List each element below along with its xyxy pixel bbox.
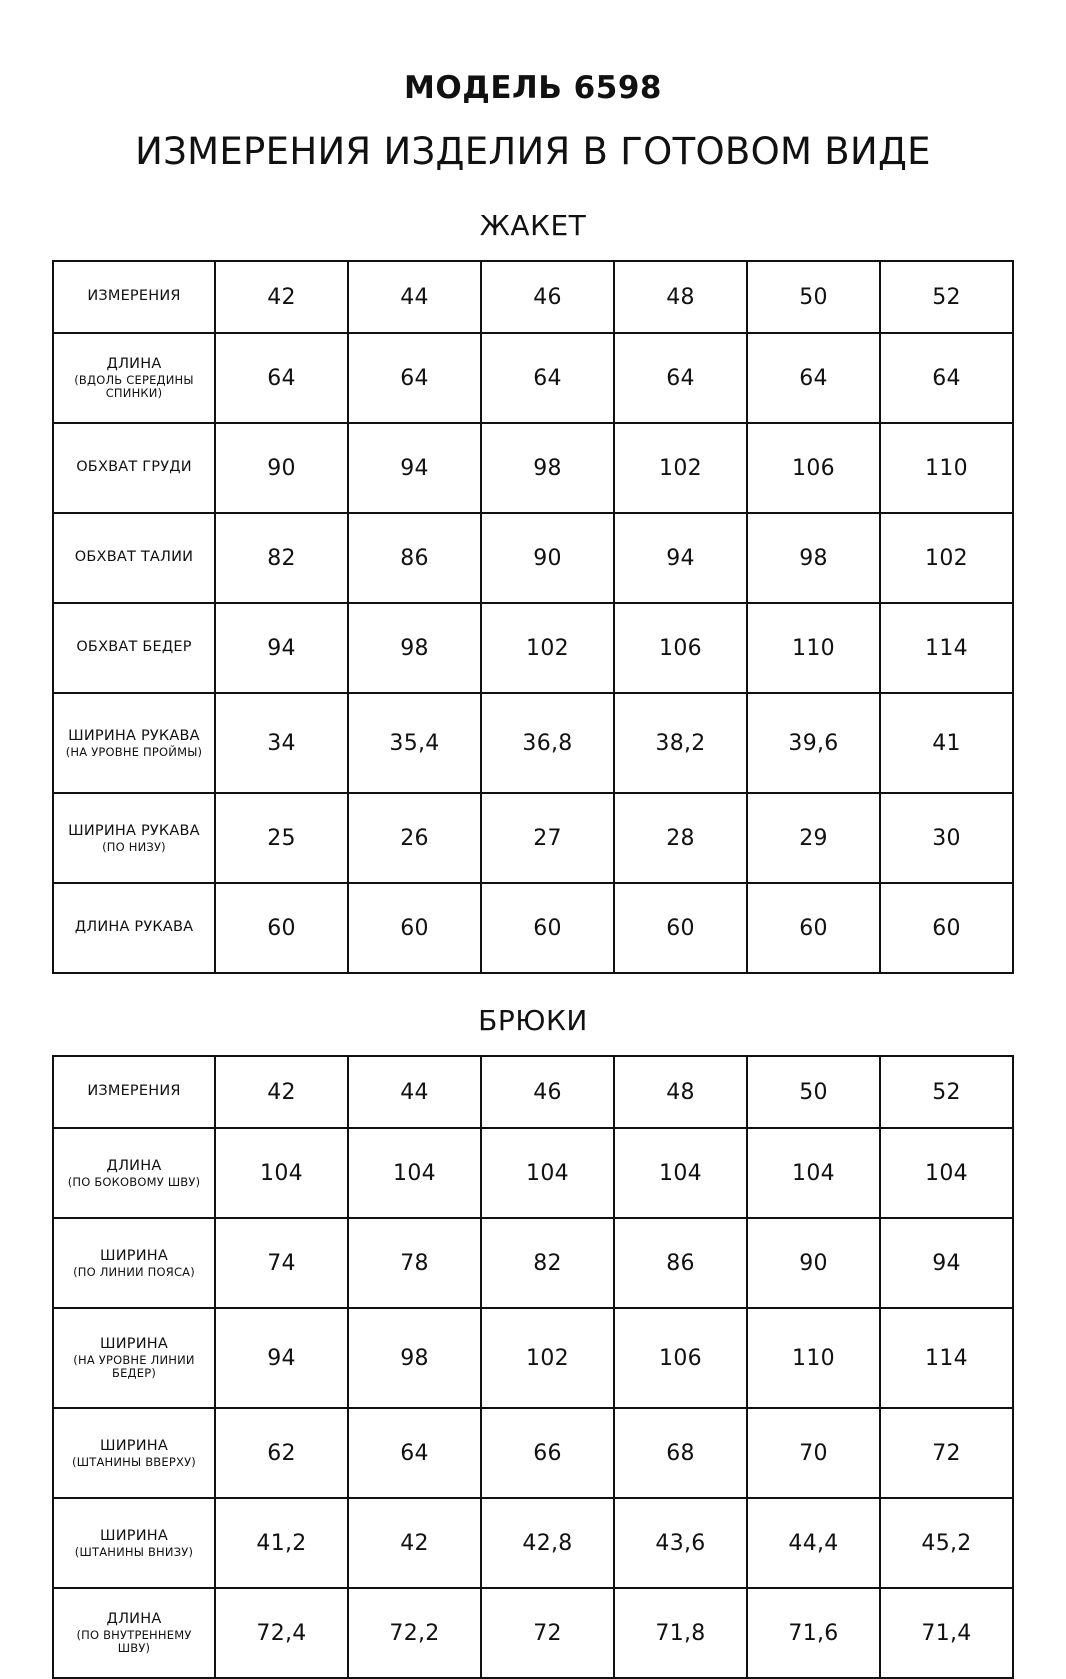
table-row xyxy=(53,423,1013,513)
cell-value: 64 xyxy=(481,333,614,423)
cell-value: 90 xyxy=(481,513,614,603)
row-label-main: ДЛИНА xyxy=(106,1611,162,1628)
table-row xyxy=(53,513,1013,603)
cell-value: 60 xyxy=(880,883,1013,973)
row-label-sub: (ПО ЛИНИИ ПОЯСА) xyxy=(73,1264,195,1279)
row-label-main: ДЛИНА РУКАВА xyxy=(74,918,194,935)
table-row xyxy=(53,1588,1013,1678)
cell-value: 71,8 xyxy=(614,1588,747,1678)
cell-value: 90 xyxy=(747,1218,880,1308)
cell-value: 94 xyxy=(215,603,348,693)
size-header-cell: 50 xyxy=(747,261,880,333)
cell-value: 110 xyxy=(880,423,1013,513)
cell-value: 60 xyxy=(215,883,348,973)
table-row xyxy=(53,1498,1013,1588)
cell-value: 36,8 xyxy=(481,693,614,793)
cell-value: 43,6 xyxy=(614,1498,747,1588)
cell-value: 102 xyxy=(880,513,1013,603)
cell-value: 106 xyxy=(614,1308,747,1408)
row-label xyxy=(53,423,215,513)
cell-value: 28 xyxy=(614,793,747,883)
cell-value: 98 xyxy=(348,1308,481,1408)
cell-value: 82 xyxy=(481,1218,614,1308)
cell-value: 72 xyxy=(880,1408,1013,1498)
row-label-sub: (ШТАНИНЫ ВВЕРХУ) xyxy=(72,1454,196,1469)
row-label xyxy=(53,1408,215,1498)
size-header-cell: 46 xyxy=(481,261,614,333)
cell-value: 62 xyxy=(215,1408,348,1498)
cell-value: 104 xyxy=(348,1128,481,1218)
row-label-main: ШИРИНА xyxy=(100,1336,168,1353)
size-header-cell: 44 xyxy=(348,1056,481,1128)
cell-value: 72,2 xyxy=(348,1588,481,1678)
size-header-cell: 52 xyxy=(880,1056,1013,1128)
row-label-main: ОБХВАТ ГРУДИ xyxy=(76,458,192,475)
cell-value: 26 xyxy=(348,793,481,883)
row-label-main: ОБХВАТ ТАЛИИ xyxy=(74,548,194,565)
table-row xyxy=(53,1218,1013,1308)
cell-value: 110 xyxy=(747,1308,880,1408)
cell-value: 106 xyxy=(747,423,880,513)
trousers-table-body xyxy=(53,1056,1013,1678)
cell-value: 74 xyxy=(215,1218,348,1308)
cell-value: 72 xyxy=(481,1588,614,1678)
size-header-cell: 48 xyxy=(614,1056,747,1128)
row-label xyxy=(53,883,215,973)
row-label xyxy=(53,1128,215,1218)
size-header-cell: 46 xyxy=(481,1056,614,1128)
cell-value: 41 xyxy=(880,693,1013,793)
cell-value: 86 xyxy=(614,1218,747,1308)
cell-value: 98 xyxy=(348,603,481,693)
cell-value: 98 xyxy=(481,423,614,513)
cell-value: 27 xyxy=(481,793,614,883)
cell-value: 114 xyxy=(880,1308,1013,1408)
size-header-cell: 42 xyxy=(215,1056,348,1128)
table-header-row xyxy=(53,1056,1013,1128)
cell-value: 102 xyxy=(481,603,614,693)
cell-value: 110 xyxy=(747,603,880,693)
cell-value: 68 xyxy=(614,1408,747,1498)
cell-value: 34 xyxy=(215,693,348,793)
cell-value: 64 xyxy=(348,333,481,423)
cell-value: 60 xyxy=(481,883,614,973)
cell-value: 42 xyxy=(348,1498,481,1588)
size-header-cell: 52 xyxy=(880,261,1013,333)
row-label xyxy=(53,793,215,883)
size-header-cell: 48 xyxy=(614,261,747,333)
model-title: МОДЕЛЬ 6598 xyxy=(404,70,662,106)
cell-value: 64 xyxy=(747,333,880,423)
trousers-measurements-table xyxy=(52,1055,1014,1679)
cell-value: 104 xyxy=(880,1128,1013,1218)
cell-value: 71,6 xyxy=(747,1588,880,1678)
table-row xyxy=(53,1128,1013,1218)
cell-value: 64 xyxy=(880,333,1013,423)
cell-value: 104 xyxy=(481,1128,614,1218)
cell-value: 104 xyxy=(614,1128,747,1218)
cell-value: 102 xyxy=(481,1308,614,1408)
cell-value: 45,2 xyxy=(880,1498,1013,1588)
page-title: ИЗМЕРЕНИЯ ИЗДЕЛИЯ В ГОТОВОМ ВИДЕ xyxy=(135,130,931,173)
row-label-sub: (НА УРОВНЕ ПРОЙМЫ) xyxy=(65,744,203,759)
cell-value: 41,2 xyxy=(215,1498,348,1588)
table-row xyxy=(53,1308,1013,1408)
table-header-label xyxy=(53,261,215,333)
row-label-sub: (ШТАНИНЫ ВНИЗУ) xyxy=(74,1544,194,1559)
cell-value: 102 xyxy=(614,423,747,513)
cell-value: 30 xyxy=(880,793,1013,883)
cell-value: 94 xyxy=(614,513,747,603)
table-row xyxy=(53,1408,1013,1498)
cell-value: 29 xyxy=(747,793,880,883)
row-label-sub: (ПО ВНУТРЕННЕМУ ШВУ) xyxy=(76,1628,192,1656)
row-label-main: ДЛИНА xyxy=(106,1157,162,1174)
cell-value: 78 xyxy=(348,1218,481,1308)
cell-value: 60 xyxy=(348,883,481,973)
table-row xyxy=(53,883,1013,973)
cell-value: 39,6 xyxy=(747,693,880,793)
cell-value: 64 xyxy=(614,333,747,423)
row-label xyxy=(53,693,215,793)
row-label xyxy=(53,333,215,423)
cell-value: 72,4 xyxy=(215,1588,348,1678)
cell-value: 35,4 xyxy=(348,693,481,793)
row-label-sub: (ПО НИЗУ) xyxy=(102,839,166,854)
row-label xyxy=(53,1498,215,1588)
row-label xyxy=(53,1308,215,1408)
cell-value: 66 xyxy=(481,1408,614,1498)
cell-value: 60 xyxy=(614,883,747,973)
cell-value: 64 xyxy=(215,333,348,423)
row-label-sub: (ВДОЛЬ СЕРЕДИНЫ СПИНКИ) xyxy=(74,373,194,401)
row-label-sub: (ПО БОКОВОМУ ШВУ) xyxy=(67,1174,201,1189)
cell-value: 42,8 xyxy=(481,1498,614,1588)
row-label-main: ШИРИНА xyxy=(100,1527,168,1544)
jacket-table-body xyxy=(53,261,1013,973)
row-label xyxy=(53,603,215,693)
cell-value: 25 xyxy=(215,793,348,883)
cell-value: 44,4 xyxy=(747,1498,880,1588)
row-label-main: ДЛИНА xyxy=(106,356,162,373)
jacket-measurements-table xyxy=(52,260,1014,974)
cell-value: 98 xyxy=(747,513,880,603)
row-label-main: ШИРИНА РУКАВА xyxy=(68,727,200,744)
cell-value: 94 xyxy=(215,1308,348,1408)
cell-value: 94 xyxy=(880,1218,1013,1308)
cell-value: 86 xyxy=(348,513,481,603)
row-label xyxy=(53,513,215,603)
size-header-cell: 42 xyxy=(215,261,348,333)
row-label-main: ОБХВАТ БЕДЕР xyxy=(76,638,192,655)
table-row xyxy=(53,793,1013,883)
cell-value: 71,4 xyxy=(880,1588,1013,1678)
row-label xyxy=(53,1218,215,1308)
table-row xyxy=(53,693,1013,793)
cell-value: 104 xyxy=(747,1128,880,1218)
cell-value: 114 xyxy=(880,603,1013,693)
row-label xyxy=(53,1588,215,1678)
trousers-section-title: БРЮКИ xyxy=(478,1004,588,1037)
section-spacer xyxy=(52,974,1014,1004)
cell-value: 38,2 xyxy=(614,693,747,793)
cell-value: 82 xyxy=(215,513,348,603)
table-row xyxy=(53,603,1013,693)
cell-value: 64 xyxy=(348,1408,481,1498)
cell-value: 90 xyxy=(215,423,348,513)
row-label-main: ШИРИНА РУКАВА xyxy=(68,822,200,839)
header-label-text: ИЗМЕРЕНИЯ xyxy=(87,288,181,305)
cell-value: 104 xyxy=(215,1128,348,1218)
row-label-sub: (НА УРОВНЕ ЛИНИИ БЕДЕР) xyxy=(73,1353,195,1381)
table-header-row xyxy=(53,261,1013,333)
cell-value: 106 xyxy=(614,603,747,693)
table-row xyxy=(53,333,1013,423)
row-label-main: ШИРИНА xyxy=(100,1247,168,1264)
jacket-section-title: ЖАКЕТ xyxy=(479,209,587,242)
header-label-text: ИЗМЕРЕНИЯ xyxy=(87,1083,181,1100)
cell-value: 94 xyxy=(348,423,481,513)
row-label-main: ШИРИНА xyxy=(100,1437,168,1454)
size-header-cell: 44 xyxy=(348,261,481,333)
size-header-cell: 50 xyxy=(747,1056,880,1128)
table-header-label xyxy=(53,1056,215,1128)
cell-value: 70 xyxy=(747,1408,880,1498)
cell-value: 60 xyxy=(747,883,880,973)
